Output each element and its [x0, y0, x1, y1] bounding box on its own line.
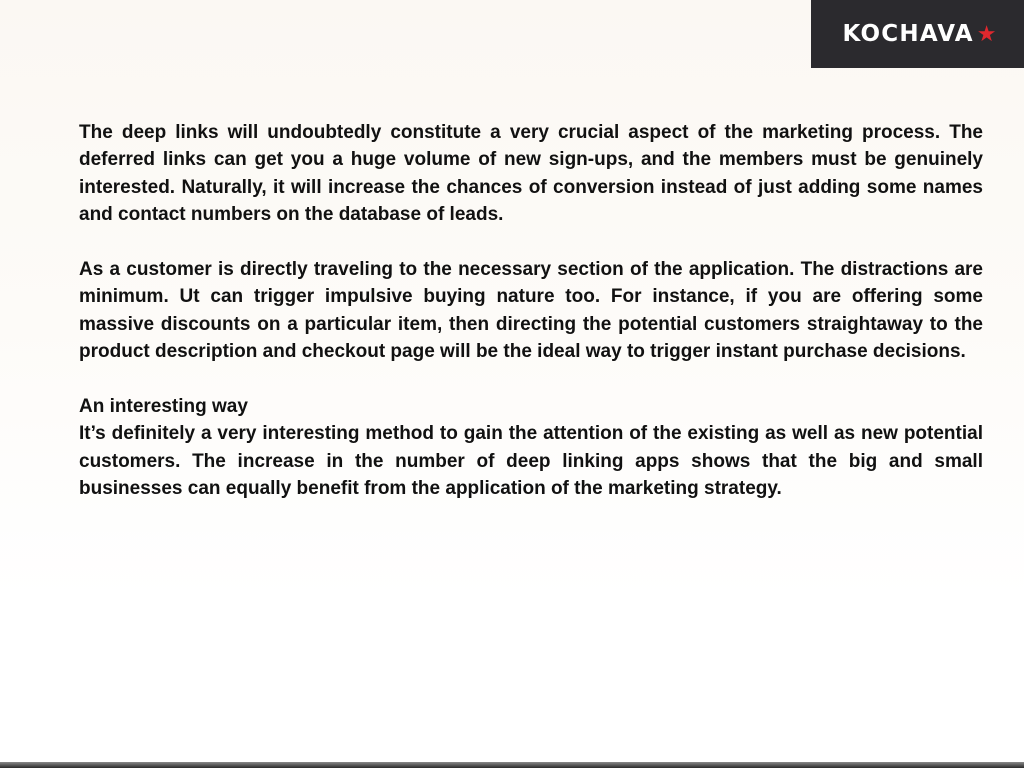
star-icon: ★ [976, 21, 997, 46]
logo-wordmark: KOCHAVA [842, 21, 974, 47]
bottom-divider [0, 762, 1024, 768]
paragraph-deep-links: The deep links will undoubtedly constitute a very crucial aspect of the marketing process. The deferred links can get you a huge volume of new sign-ups, and the members must be genuinely interested. Naturally, it will increase the chances of conversion instead of just adding some names and contact numbers on the database of leads. [79, 122, 983, 226]
paragraph-interesting-way: It’s definitely a very interesting method to gain the attention of the existing as well as new potential customers. The increase in the number of deep linking apps shows that the big and small businesses can equally benefit from the application of the marketing strategy. [79, 423, 983, 500]
section-heading: An interesting way [79, 396, 248, 418]
kochava-logo [811, 0, 1024, 68]
slide-body [79, 119, 983, 530]
paragraph-customer-journey: As a customer is directly traveling to the necessary section of the application. The distractions are minimum. Ut can trigger impulsive buying nature too. For instance, if you are offering some massive discounts on a particular item, then directing the potential customers straightaway to the product description and checkout page will be the ideal way to trigger instant purchase decisions. [79, 259, 983, 363]
